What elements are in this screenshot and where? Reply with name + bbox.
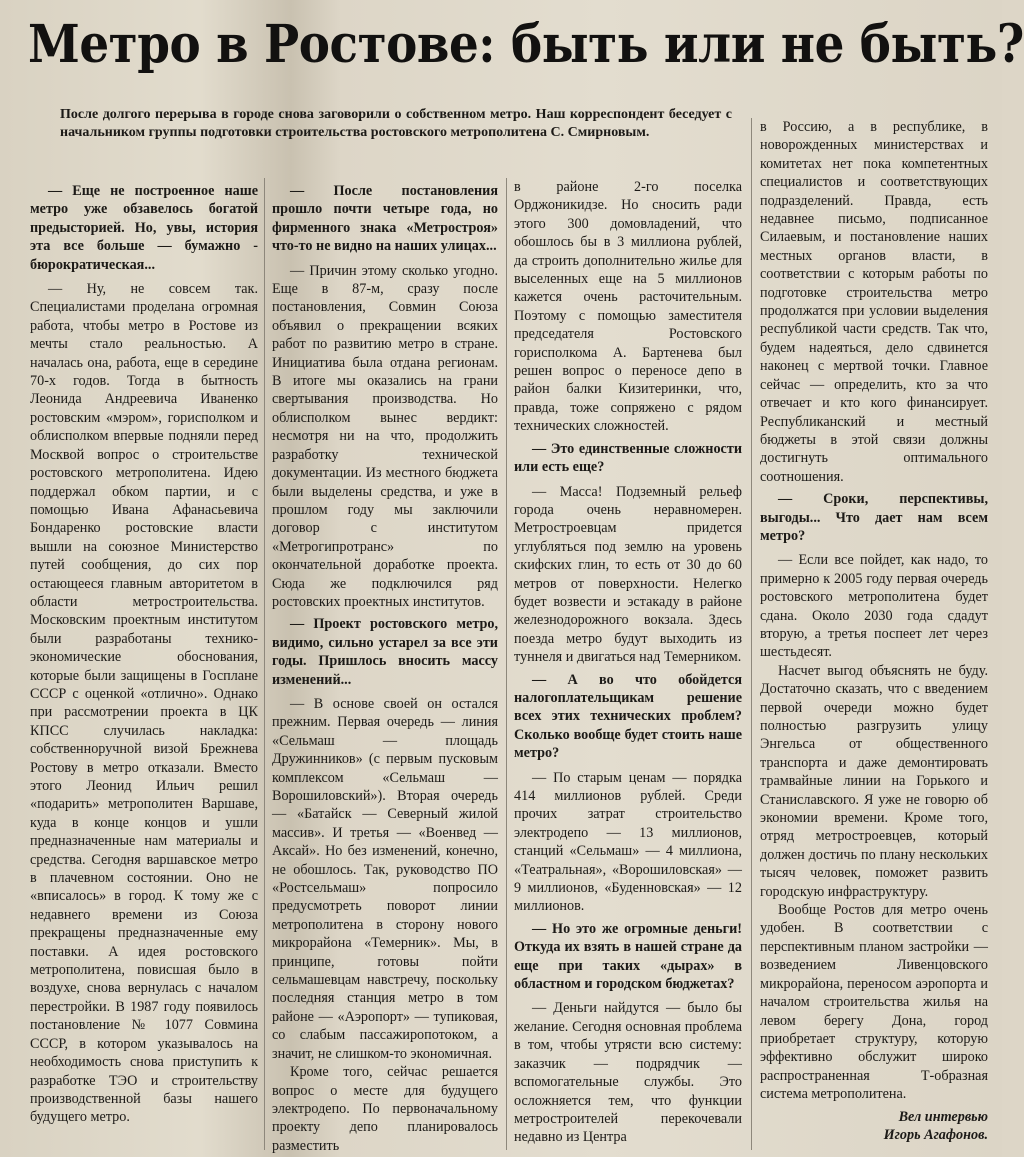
interview-answer: — По старым ценам — порядка 414 миллионов рублей. Среди прочих затрат строительство электродепо — 13 миллионов, станций «Сельмаш» — 4 миллиона, «Театральная», «Ворошиловская» — 9 миллионов, «Буденновская» — 12 миллионов.	[514, 769, 742, 915]
interview-answer: — Масса! Подземный рельеф города очень неравномерен. Метростроевцам придется углубляться под землю на уровень скифских глин, то есть от 30 до 60 метров от поверхности. Нелегко будет возвести и эстакаду в районе железнодорожного вокзала. Здесь поезда метро будут выходить из туннеля и двигаться над Темерником.	[514, 483, 742, 666]
interview-answer: Насчет выгод объяснять не буду. Достаточно сказать, что с введением первой очереди можно будет полностью разгрузить улицу Энгельса от общественного транспорта и даже демонтировать трамвайные линии на Горького и Станиславского. Я уже не говорю об экономии времени. Кроме того, отряд метростроевцев, который должен достичь по плану нескольких тысяч человек, поможет развить городскую инфраструктуру.	[760, 662, 988, 900]
interview-question: — Еще не построенное наше метро уже обзавелось богатой предысторией. Но, увы, история эта все больше — бумажно - бюрократическая...	[30, 183, 258, 273]
interview-question: — Это единственные сложности или есть еще?	[514, 440, 742, 476]
interview-answer: — Деньги найдутся — было бы желание. Сегодня основная проблема в том, чтобы утрясти всю систему: заказчик — подрядчик — вспомогательные службы. Это осложняется тем, что функции метростроителей перекочевали недавно из Центра	[514, 1000, 742, 1146]
interview-question: — После постановления прошло почти четыре года, но фирменного знака «Метростроя» что-то не видно на наших улицах...	[272, 183, 498, 255]
interview-question: — А во что обойдется налогоплательщикам решение всех этих технических проблем? Сколько вообще будет стоить наше метро?	[514, 671, 742, 762]
interview-answer: — В основе своей он остался прежним. Первая очередь — линия «Сельмаш — площадь Дружинников» (с первым пусковым комплексом «Сельмаш — Ворошиловский»). Вторая очередь — «Батайск — Северный жилой массив». И третья — «Военвед — Аксай». Но без изменений, конечно, не обошлось. Так, руководство ПО «Ростсельмаш» попросило предусмотреть поворот линии метрополитена в сторону нового микрорайона «Темерник». Мы, в принципе, готовы пойти сельмашевцам навстречу, поскольку последняя станция метро в том районе — «Аэропорт» — тупиковая, со слабым пассажиропотоком, а значит, не слишком-то экономичная.	[272, 695, 498, 1062]
article-column-1	[30, 178, 258, 1150]
headline: Метро в Ростове: быть или не быть?	[28, 14, 1024, 75]
article-column-4	[760, 118, 988, 1143]
column-rule	[264, 178, 265, 1150]
interview-answer: — Ну, не совсем так. Специалистами проделана огромная работа, чтобы метро в Ростове из мечты стало реальностью. А началась она, работа, еще в середине 70-х годов. Тогда в бытность Леонида Андреевича Иваненко ростовским «мэром», горисполком и облисполком впервые подняли перед Москвой вопрос о строительстве ростовского метрополитена. Идею поддержал обком партии, и с помощью Ивана Афанасьевича Бондаренко ростовские власти вышли на союзное Министерство путей сообщения, до сих пор остающееся главным авторитетом в области метростроительства. Московским проектным институтом были разработаны технико-экономические обоснования, которые были защищены в Госплане СССР с оценкой «отлично». Однако при рассмотрении проекта в ЦК КПСС случилась накладка: собственноручной визой Брежнева Ростову в метро отказали. Вместо этого Леонид Ильич решил «подарить» метрополитен Варшаве, куда в конце концов и ушли предназначенные нам материалы и средства. Сегодня варшавское метро в плачевном состоянии. Оно не «вписалось» в город. К тому же с недавнего времени из Союза прекращены предназначенные ему поставки. А идея ростовского метрополитена, повисшая было в воздухе, снова вернулась с началом перестройки. В 1987 году появилось постановление № 1077 Совмина СССР, в котором указывалось на необходимость снова приступить к разработке ТЭО и строительству производственной базы нашего будущего метро.	[30, 281, 258, 1126]
article-column-2	[272, 178, 498, 1154]
article-column-3	[514, 178, 742, 1150]
interview-answer: Кроме того, сейчас решается вопрос о месте для будущего электродепо. По первоначальному проекту депо планировалось разместить	[272, 1064, 498, 1154]
byline-label: Вел интервью	[898, 1108, 988, 1125]
byline-author: Игорь Агафонов.	[883, 1126, 988, 1143]
interview-answer: — Если все пойдет, как надо, то примерно к 2005 году первая очередь ростовского метрополитена будет сдана. Около 2030 года сдадут вторую, а третья поспеет лет через шестьдесят.	[760, 552, 988, 661]
interview-question: — Проект ростовского метро, видимо, сильно устарел за все эти годы. Пришлось вносить массу изменений...	[272, 616, 498, 688]
interview-answer: Вообще Ростов для метро очень удобен. В соответствии с перспективным планом застройки — возведением Ливенцовского микрорайона, переносом аэропорта и началом строительства жилья на левом берегу Дона, город приобретает структуру, которую эффективно обслужит широко распространенная Т-образная система метрополитена.	[760, 902, 988, 1103]
interview-question: — Но это же огромные деньги! Откуда их взять в нашей стране да еще при таких «дырах» в областном и городском бюджетах?	[514, 920, 742, 993]
column-rule	[506, 178, 507, 1150]
column-rule	[751, 118, 752, 1150]
interview-answer: — Причин этому сколько угодно. Еще в 87-м, сразу после постановления, Совмин Союза объявил о прекращении всяких работ по развитию метро в стране. Инициатива была отдана регионам. В итоге мы оказались на грани свертывания производства. Но облисполком вынес вердикт: несмотря ни на что, продолжить разработку технической документации. Из местного бюджета были выделены средства, и уже в прошлом году мы заключили договор с институтом «Метрогипротранс» по окончательной доработке проекта. Сюда же подключился ряд ростовских проектных институтов.	[272, 262, 498, 610]
interview-answer: в районе 2-го поселка Орджоникидзе. Но сносить ради этого 300 домовладений, что обошлось бы в 3 миллиона рублей, да строить дополнительно жилье для выселенных еще на 5 миллионов кажется очень расточительным. Поэтому с помощью заместителя председателя Ростовского горисполкома А. Бартенева был решен вопрос о переносе депо в район балки Кизитеринки, что, правда, тоже сопряжено с рядом технических сложностей.	[514, 179, 742, 435]
interview-question: — Сроки, перспективы, выгоды... Что дает нам всем метро?	[760, 491, 988, 544]
lead-paragraph: После долгого перерыва в городе снова заговорили о собственном метро. Наш корреспондент беседует с начальником группы подготовки строительства ростовского метрополитена С. Смирновым.	[60, 107, 732, 140]
interview-answer: в Россию, а в республике, в новорожденных министерствах и комитетах нет пока компетентных специалистов и соответствующих подразделений. Правда, есть недавнее письмо, подписанное Силаевым, и постановление наших местных органов власти, в соответствии с которым работы по подготовке строительства метро продолжатся при условии выделения республикой части средств. Так что, будем надеяться, дело сдвинется наконец с мертвой точки. Главное сейчас — определить, кто за что отвечает и кто кого финансирует. Республиканский и местный бюджеты в этой связи должны достигнуть оптимального соотношения.	[760, 119, 988, 485]
